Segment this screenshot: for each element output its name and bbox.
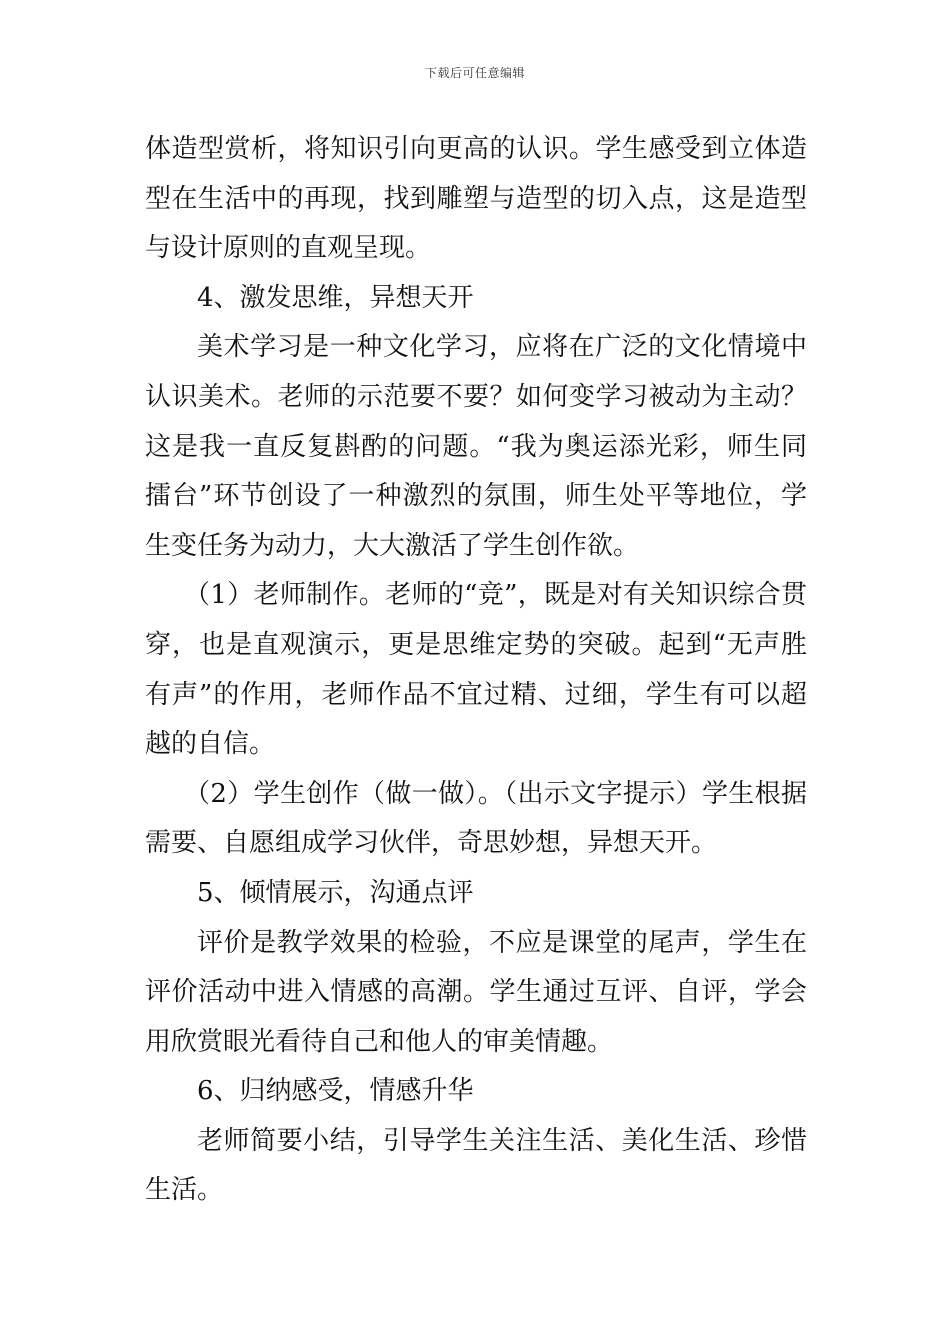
paragraph-teacher-making: （1）老师制作。老师的“竞”，既是对有关知识综合贯穿，也是直观演示，更是思维定势的突破。起到“无声胜有声”的作用，老师作品不宜过精、过细，学生有可以超越的自信。 (145, 580, 807, 760)
page-header: 下载后可任意编辑 (424, 66, 525, 80)
paragraph-continued: 体造型赏析，将知识引向更高的认识。学生感受到立体造型在生活中的再现，找到雕塑与造型的切入点，这是造型与设计原则的直观呈现。 (145, 134, 807, 264)
section-heading-4: 4、激发思维，异想天开 (197, 282, 474, 313)
section-heading-6: 6、归纳感受，情感升华 (197, 1076, 474, 1107)
section-heading-5: 5、倾情展示，沟通点评 (197, 877, 474, 908)
paragraph-art-learning: 美术学习是一种文化学习，应将在广泛的文化情境中认识美术。老师的示范要不要？如何变学习被动为主动？这是我一直反复斟酌的问题。“我为奥运添光彩，师生同擂台”环节创设了一种激烈的氛围，师生处平等地位，学生变任务为动力，大大激活了学生创作欲。 (145, 332, 807, 561)
paragraph-evaluation: 评价是教学效果的检验，不应是课堂的尾声，学生在评价活动中进入情感的高潮。学生通过互评、自评，学会用欣赏眼光看待自己和他人的审美情趣。 (145, 927, 807, 1057)
paragraph-student-creation: （2）学生创作（做一做）。（出示文字提示）学生根据需要、自愿组成学习伙伴，奇思妙想，异想天开。 (145, 778, 807, 859)
paragraph-summary: 老师简要小结，引导学生关注生活、美化生活、珍惜生活。 (145, 1125, 807, 1206)
document-body (145, 125, 807, 1216)
